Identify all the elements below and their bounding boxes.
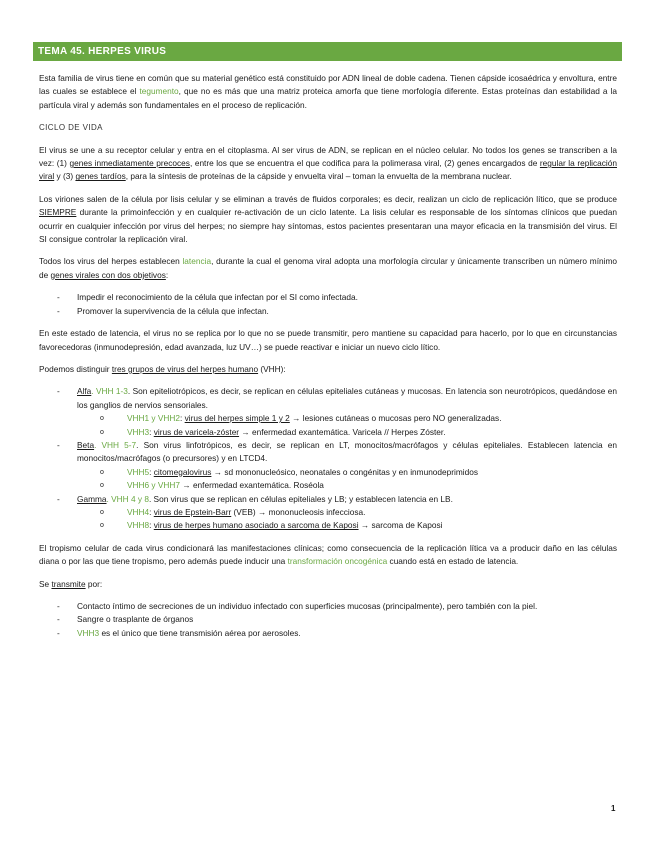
text: → enfermedad exantemática. Roséola <box>180 480 324 491</box>
sublist-item <box>77 479 617 492</box>
vhh-label: VHH4 <box>127 506 150 517</box>
list-item: - Impedir el reconocimiento de la célula que infectan por el SI como infectada. <box>39 291 617 304</box>
underlined-term: regular la replicación viral <box>39 158 617 182</box>
vias-list <box>39 600 617 640</box>
underlined-term: genes virales con dos objetivos <box>50 269 166 280</box>
group-desc: . Son epiteliotrópicos, es decir, se replican en células epiteliales cutáneas y mucosas. En latencia son neurotrópicos, quedándose en los ganglios de nervios sensoriales. <box>77 386 617 410</box>
page-number: 1 <box>611 804 616 813</box>
intro-paragraph <box>39 72 617 112</box>
list-item: - Sangre o trasplante de órganos <box>39 613 617 626</box>
viriones-paragraph <box>39 193 617 247</box>
text: por: <box>85 578 103 589</box>
vhh-label: VHH6 y VHH7 <box>127 480 181 491</box>
text: , para la síntesis de proteínas de la cápside y envuelta viral – toman la envuelta de la membrana nuclear. <box>125 171 512 182</box>
text: : <box>149 520 154 531</box>
group-desc: . Son virus linfotrópicos, es decir, se replican en LT, monocitos/macrófagos y células epiteliales. Establecen latencia en monocitos/macrófagos (o precursores) y en LTCD4. <box>77 439 617 464</box>
sublist <box>77 412 617 439</box>
document-body <box>39 72 617 649</box>
text: (VHH): <box>258 363 286 374</box>
group-beta <box>39 439 617 493</box>
sublist-item <box>77 519 617 532</box>
virus-name: virus de Epstein-Barr <box>153 506 232 517</box>
text: Podemos distinguir <box>39 363 112 374</box>
group-name: Beta <box>77 439 95 450</box>
sublist <box>77 466 617 493</box>
virus-name: virus de varicela-zóster <box>153 426 240 437</box>
topic-title-banner: TEMA 45. HERPES VIRUS <box>33 42 622 61</box>
text: : <box>180 413 185 424</box>
group-desc: . Son virus que se replican en células epiteliales y LB; y establecen latencia en LB. <box>148 493 453 504</box>
text: Esta familia de virus tiene en común que su material genético está constituido por ADN lineal de doble cadena. Tienen cápside icosaédrica y envoltura, entre las cuales se establece el <box>39 73 617 97</box>
text: durante la primoinfección y en cualquier re-activación de un ciclo latente. La lisis celular es responsable de los síntomas clínicos que puedan ocurrir en cualquier infección por virus del herpes; no siempre hay síntomas, estos pacientes presentaran una mayor eficacia en la transmisión del virus. El SI consigue controlar la replicación viral. <box>39 207 617 245</box>
group-alfa <box>39 385 617 439</box>
underlined-term: genes inmediatamente precoces <box>69 158 190 169</box>
text: : <box>149 506 154 517</box>
group-vhh: . VHH 1-3 <box>91 386 128 397</box>
term-tegumento: tegumento <box>139 86 179 97</box>
vhh-label: VHH5 <box>127 466 150 477</box>
group-gamma <box>39 493 617 533</box>
term-latencia: latencia <box>182 256 212 267</box>
latencia-paragraph <box>39 255 617 282</box>
transmite-paragraph <box>39 578 617 591</box>
ciclo-paragraph <box>39 144 617 184</box>
text: → lesiones cutáneas o mucosas pero NO generalizadas. <box>289 413 502 424</box>
text: El virus se une a su receptor celular y entra en el citoplasma. Al ser virus de ADN, se replican en el núcleo celular. No todos los genes se transcriben a la vez: (1) <box>39 144 617 169</box>
underlined-term: tres grupos de virus del herpes humano <box>111 363 259 374</box>
text: → sd mononucleósico, neonatales o congénitas y en inmunodeprimidos <box>211 466 479 477</box>
text: cuando está en estado de latencia. <box>387 556 519 567</box>
text: (VEB) → mononucleosis infecciosa. <box>231 506 366 517</box>
text: y (3) <box>54 171 76 182</box>
underlined-term: transmite <box>51 578 86 589</box>
text: → sarcoma de Kaposi <box>358 520 443 531</box>
section-heading-ciclo: CICLO DE VIDA <box>39 123 103 133</box>
vhh-label: VHH1 y VHH2 <box>127 413 181 424</box>
group-vhh: . VHH 5-7 <box>94 439 137 450</box>
virus-name: citomegalovirus <box>153 466 212 477</box>
tropismo-paragraph <box>39 542 617 569</box>
text: , que no es más que una matriz proteica amorfa que tiene morfología diferente. Estas proteínas dan estabilidad a la partícula viral y además son fundamentales en el proceso de replicación. <box>39 86 618 110</box>
vhh-label: VHH3 <box>127 426 150 437</box>
vhh-label: VHH8 <box>127 520 150 531</box>
text: : <box>149 426 154 437</box>
sublist <box>77 506 617 533</box>
term-transformacion: transformación oncogénica <box>287 556 388 567</box>
virus-name: virus de herpes humano asociado a sarcoma de Kaposi <box>153 520 359 531</box>
group-vhh: . VHH 4 y 8 <box>106 493 149 504</box>
text: : <box>149 466 154 477</box>
text: es el único que tiene transmisión aérea por aerosoles. <box>99 627 301 638</box>
sublist-item <box>77 426 617 439</box>
sublist-item <box>77 466 617 479</box>
text: , entre los que se encuentra el que codifica para la polimerasa viral, (2) genes encargados de <box>189 158 540 169</box>
list-item <box>39 627 617 640</box>
sublist-item <box>77 506 617 519</box>
underlined-term: genes tardíos <box>75 171 126 182</box>
underlined-term: SIEMPRE <box>39 207 77 218</box>
text: El tropismo celular de cada virus condicionará las manifestaciones clínicas; como consecuencia de la replicación lítica va a producir daño en las células diana o por las que tiene tropismo, pero además puede inducir una <box>39 542 617 567</box>
list-item: - Promover la supervivencia de la célula que infectan. <box>39 305 617 318</box>
sublist-item <box>77 412 617 425</box>
estado-paragraph: En este estado de latencia, el virus no se replica por lo que no se puede transmitir, pero mantiene su capacidad para hacerlo, por lo que en circunstancias favorecedoras (inmunodepresión, edad avanzada, luz UV…) se puede reactivar e iniciar un nuevo ciclo lítico. <box>39 328 617 352</box>
group-name: Gamma <box>77 493 107 504</box>
text: Los viriones salen de la célula por lisis celular y se eliminan a través de fluidos corporales; es decir, realizan un ciclo de replicación lítico, que se produce <box>39 193 617 204</box>
grupos-intro-paragraph <box>39 363 617 376</box>
list-item: - Contacto íntimo de secreciones de un individuo infectado con superficies mucosas (principalmente), pero también con la piel. <box>39 600 617 613</box>
grupos-list <box>39 385 617 532</box>
virus-name: virus del herpes simple 1 y 2 <box>184 413 290 424</box>
text: Se <box>39 578 52 589</box>
objetivos-list <box>39 291 617 318</box>
text: , durante la cual el genoma viral adopta una morfología circular y únicamente transcriben un número mínimo de <box>39 256 617 280</box>
group-name: Alfa <box>77 386 92 397</box>
vhh-label: VHH3 <box>77 627 100 638</box>
text: : <box>165 269 169 280</box>
text: → enfermedad exantemática. Varicela // Herpes Zóster. <box>239 426 446 437</box>
text: Todos los virus del herpes establecen <box>39 256 183 267</box>
